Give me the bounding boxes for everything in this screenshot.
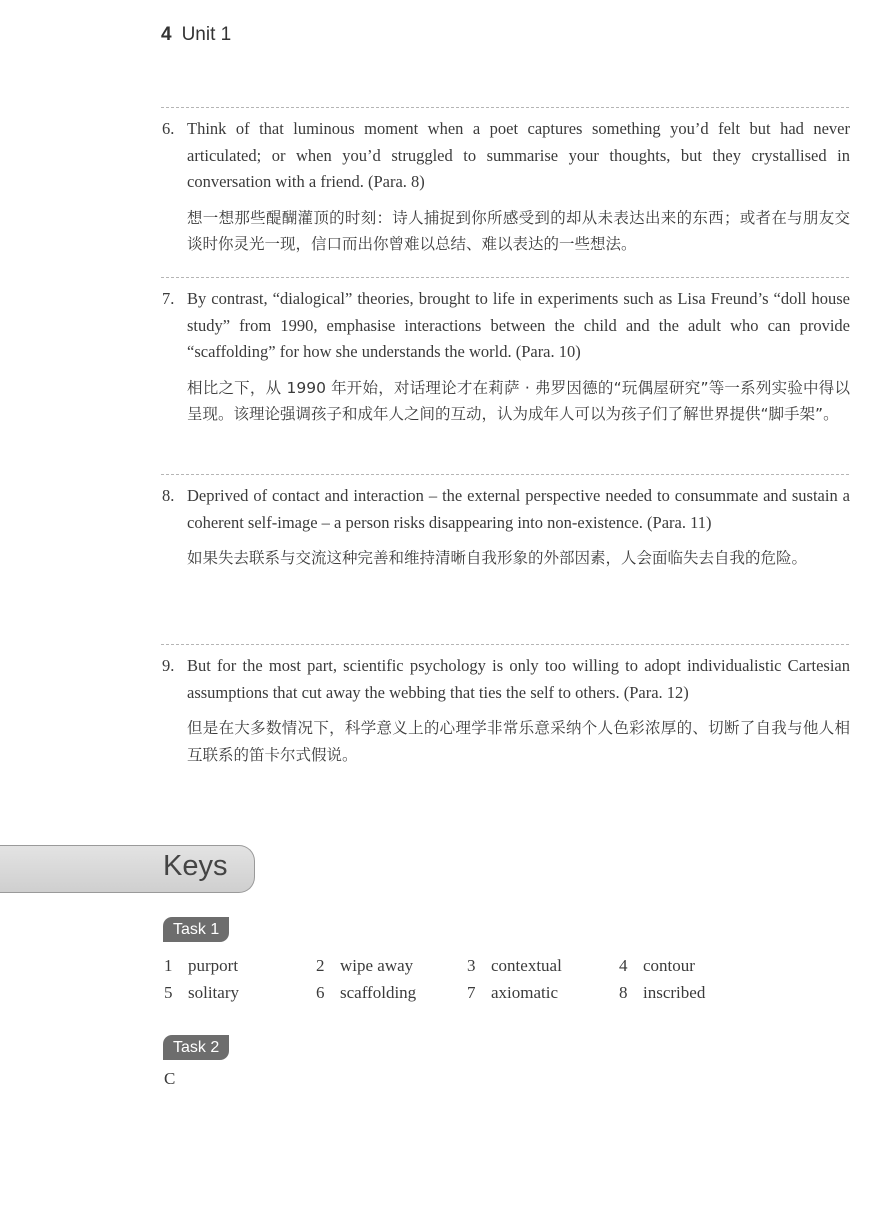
unit-label: Unit 1: [181, 24, 232, 45]
translation-item-7: [162, 286, 850, 428]
task-2-badge: Task 2: [163, 1035, 229, 1060]
divider: [161, 107, 849, 108]
translation-item-6: [162, 116, 850, 258]
english-sentence: But for the most part, scientific psychology is only too willing to adopt individualistic Cartesian assumptions that cut away the webbing that ties the self to others. (Para. 12): [187, 656, 850, 702]
answer-item: 4 contour: [619, 956, 695, 975]
answer-item: 2 wipe away: [316, 956, 414, 975]
task-2-answer: C: [164, 1069, 176, 1088]
divider: [161, 277, 849, 278]
translation-item-8: [162, 483, 850, 572]
task-1-badge: Task 1: [163, 917, 229, 942]
answer-item: 8 inscribed: [619, 983, 706, 1002]
item-number: 9.: [162, 656, 175, 675]
page-number: 4: [161, 24, 172, 45]
translation-item-9: [162, 653, 850, 768]
english-sentence: By contrast, “dialogical” theories, brought to life in experiments such as Lisa Freund’s “doll house study” from 1990, emphasise interactions between the child and the adult who can provide “scaffolding” for how she understands the world. (Para. 10): [187, 289, 850, 361]
chinese-translation: 但是在大多数情况下，科学意义上的心理学非常乐意采纳个人色彩浓厚的、切断了自我与他人相互联系的笛卡尔式假说。: [187, 719, 850, 764]
chinese-translation: 如果失去联系与交流这种完善和维持清晰自我形象的外部因素，人会面临失去自我的危险。: [187, 549, 808, 567]
answer-item: 5 solitary: [164, 983, 239, 1002]
answer-item: 6 scaffolding: [316, 983, 417, 1002]
english-sentence: Deprived of contact and interaction – the external perspective needed to consummate and sustain a coherent self-image – a person risks disappearing into non-existence. (Para. 11): [187, 486, 850, 532]
english-sentence: Think of that luminous moment when a poet captures something you’d felt but had never articulated; or when you’d struggled to summarise your thoughts, but they crystallised in conversation with a friend. (Para. 8): [187, 119, 850, 191]
keys-title: Keys: [163, 850, 228, 882]
chinese-translation: 想一想那些醍醐灌顶的时刻：诗人捕捉到你所感受到的却从未表达出来的东西；或者在与朋友交谈时你灵光一现，信口而出你曾难以总结、难以表达的一些想法。: [187, 208, 850, 253]
divider: [161, 644, 849, 645]
answer-item: 7 axiomatic: [467, 983, 559, 1002]
item-number: 6.: [162, 119, 175, 138]
item-number: 8.: [162, 486, 175, 505]
divider: [161, 474, 849, 475]
page-header: [161, 24, 231, 46]
answer-item: 1 purport: [164, 956, 239, 975]
answer-item: 3 contextual: [467, 956, 562, 975]
task-1-answers: [164, 953, 771, 1006]
item-number: 7.: [162, 289, 175, 308]
chinese-translation: 相比之下，从 1990 年开始，对话理论才在莉萨 · 弗罗因德的“玩偶屋研究”等一系列实验中得以呈现。该理论强调孩子和成年人之间的互动，认为成年人可以为孩子们了解世界提供“脚手架”。: [187, 378, 850, 423]
